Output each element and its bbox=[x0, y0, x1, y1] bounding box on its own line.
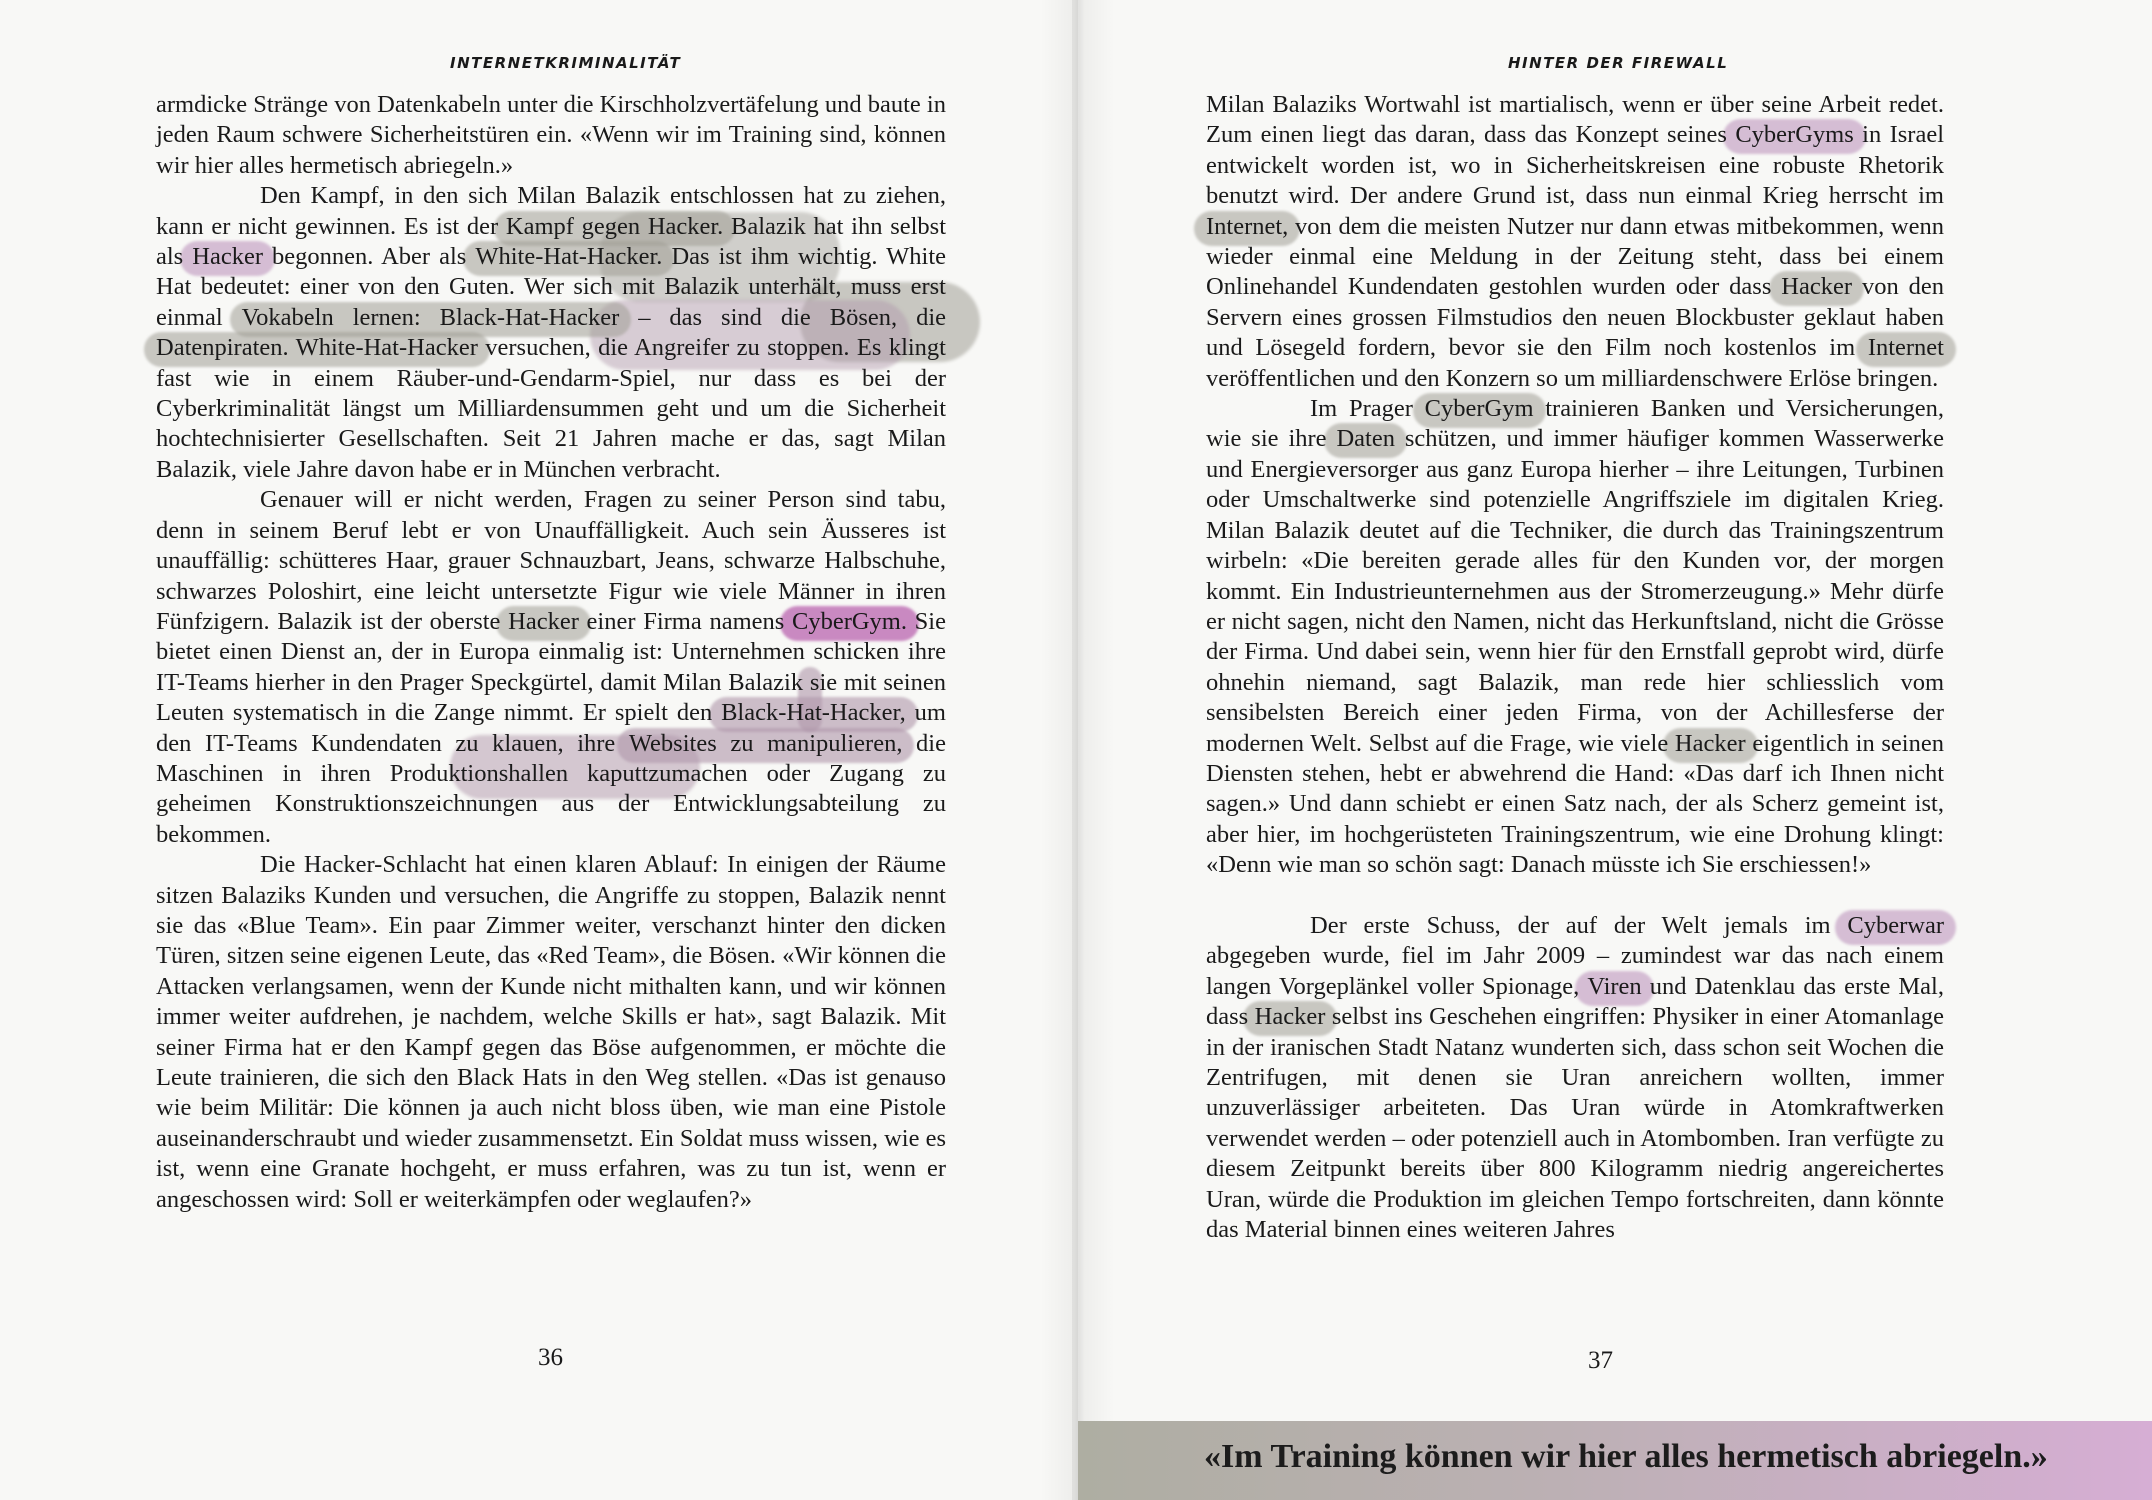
highlighted-phrase: Viren bbox=[1587, 972, 1642, 1000]
highlighted-phrase: CyberGyms bbox=[1735, 121, 1854, 149]
text-run: Das ist ihm wichtig. White Hat bedeutet: einer von den Guten. Wer sich mit Balazik unterhält, muss erst einmal bbox=[156, 243, 946, 331]
highlighted-phrase: CyberGym bbox=[1424, 395, 1534, 423]
text-run: von dem die meisten Nutzer nur dann etwas mitbekommen, wenn wieder einmal eine Meldung in der Zeitung steht, dass bei einem Onlinehandel Kundendaten gestohlen wurden oder dass bbox=[1206, 212, 1944, 301]
highlighted-phrase: Websites zu manipulieren, bbox=[628, 729, 903, 757]
paragraph bbox=[156, 485, 946, 850]
text-run: von den Servern eines grossen Filmstudios den neuen Blockbuster geklaut haben und Lösegeld fordern, bevor sie den Film noch kostenlos im bbox=[1206, 273, 1944, 362]
text-run: Die Hacker-Schlacht hat einen klaren Ablauf: In einigen der Räume sitzen Balaziks Kunden und versuchen, die Angriffe zu stoppen, Balazik nennt sie das «Blue Team». Ein paar Zimmer weiter, verschanzt hinter den dicken Türen, sitzen seine eigenen Leute, das «Red Team», die Bösen. «Wir können die Attacken verlangsamen, wenn der Kunde nicht mithalten kann, und wir können immer weiter aufdrehen, je nachdem, welche Skills er hat», sagt Balazik. Mit seiner Firma hat er den Kampf gegen das Böse aufgenommen, er möchte die Leute trainieren, die sich den Black Hats in den Weg stellen. «Das ist genauso wie beim Militär: Die können ja auch nicht bloss üben, wie man eine Pistole auseinanderschraubt und wieder zusammensetzt. Ein Soldat muss wissen, wie es ist, wenn eine Granate hochgeht, er muss erfahren, was zu tun ist, wenn er angeschossen wird: Soll er weiterkämpfen oder weglaufen?» bbox=[156, 851, 946, 1213]
text-run: schützen, und immer häufiger kommen Wasserwerke und Energieversorger aus ganz Europa hierher – ihre Leitungen, Turbinen oder Umschaltwerke sind potenzielle Angriffsziele im digitalen Krieg. Milan Balazik deutet auf die Techniker, die durch das Trainingszentrum wirbeln: «Die bereiten gerade alles für den Kunden vor, der morgen kommt. Ein Industrieunternehmen aus der Stromerzeugung.» Mehr dürfe er nicht sagen, nicht den Namen, nicht das Herkunftsland, nicht die Grösse der Firma. Und dabei sein, wenn hier für den Ernstfall geprobt wird, dürfe ohnehin niemand, sagt Balazik, man rede hier schliesslich vom sensibelsten Bereich einer jeden Firma, von der Achillesferse der modernen Welt. Selbst auf die Frage, wie viele bbox=[1206, 425, 1944, 757]
highlighted-phrase: Hacker bbox=[508, 607, 579, 635]
highlighted-phrase: Kampf gegen Hacker. bbox=[505, 212, 724, 240]
text-run: abgegeben wurde, fiel im Jahr 2009 – zumindest war das nach einem langen Vorgeplänkel voller Spionage, bbox=[1206, 942, 1944, 1000]
page-number-left: 36 bbox=[538, 1344, 563, 1371]
left-page-body-text bbox=[156, 90, 946, 1215]
highlighted-phrase: Vokabeln lernen: Black-Hat-Hacker bbox=[241, 303, 620, 331]
text-run: begonnen. Aber als bbox=[263, 243, 476, 271]
text-run: systematisch in die Zange nimmt. Er spielt den bbox=[224, 699, 722, 727]
text-run: selbst ins Geschehen eingriffen: Physiker in einer Atomanlage in der iranischen Stadt Natanz wunderten sich, dass schon seit Wochen die Zentrifugen, mit denen sie Uran anreichern wollten, immer unzuverlässiger arbeiteten. Das Uran würde in Atomkraftwerken verwendet werden – oder potenziell auch in Atombomben. Iran verfügte zu diesem Zeitpunkt bereits über 800 Kilogramm niedrig angereichertes Uran, würde die Produktion im gleichen Tempo fortschreiten, dann könnte das Material binnen eines weiteren Jahres bbox=[1206, 1003, 1944, 1244]
text-run: Genauer will er nicht werden, Fragen zu seiner Person sind tabu, denn in seinem Beruf lebt er von Unauffälligkeit. Auch sein Äusseres ist unauffällig: schütteres Haar, grauer Schnauzbart, Jeans, schwarze Halbschuhe, schwarzes Poloshirt, eine leicht untersetzte Figur wie viele Männer in ihren Fünfzigern. Balazik ist der oberste bbox=[156, 486, 946, 635]
paragraph bbox=[156, 90, 946, 181]
text-run: Den Kampf, in den sich Milan Balazik entschlossen hat zu ziehen, kann er nicht gewinnen. Es ist der bbox=[156, 182, 946, 240]
text-run: und Datenklau das erste Mal, dass bbox=[1206, 972, 1944, 1031]
text-run: um den IT-Teams Kundendaten zu klauen, ihre bbox=[156, 699, 946, 757]
text-run: trainieren Banken und Versicherungen, wie sie ihre bbox=[1206, 395, 1944, 453]
text-run: Der erste Schuss, der auf der Welt jemals im bbox=[1310, 911, 1848, 939]
text-run: armdicke Stränge von Datenkabeln unter die Kirschholzvertäfelung und baute in jeden Raum schwere Sicherheitstüren ein. «Wenn wir im Training sind, können wir hier alles hermetisch abriegeln.» bbox=[156, 91, 946, 179]
highlighted-phrase: CyberGym. bbox=[791, 607, 907, 635]
text-run: einer Firma namens bbox=[578, 607, 792, 635]
text-run: eigentlich in seinen Diensten stehen, hebt er abwehrend die Hand: «Das darf ich Ihnen nicht sagen.» Und dann schiebt er einen Satz nach, der als Scherz gemeint ist, aber hier, im hochgerüsteten Trainingszentrum, wie eine Drohung klingt: «Denn wie man so schön sagt: Danach müsste ich Sie erschiessen!» bbox=[1206, 729, 1944, 879]
highlighted-phrase: Black-Hat-Hacker, bbox=[721, 699, 906, 727]
text-run: Im Prager bbox=[1310, 395, 1425, 423]
text-run: veröffentlichen und den Konzern so um milliardenschwere Erlöse bringen. bbox=[1206, 364, 1939, 392]
running-head-left: INTERNETKRIMINALITÄT bbox=[450, 54, 682, 72]
text-run: versuchen, die Angreifer zu stoppen. Es klingt fast wie in einem Räuber-und-Gendarm-Spiel, nur dass es bei der Cyberkriminalität längst um Milliardensummen geht und um die Sicherheit hochtechnisierter Gesellschaften. Seit 21 Jahren mache er das, sagt Milan Balazik, viele Jahre davon habe er in München verbracht. bbox=[156, 334, 946, 483]
text-run: Balazik hat ihn selbst als bbox=[156, 212, 946, 271]
text-run: in Israel entwickelt worden ist, wo in Sicherheitskreisen eine robuste Rhetorik benutzt wird. Der andere Grund ist, dass nun einmal Krieg herrscht im bbox=[1206, 121, 1944, 210]
running-head-right: HINTER DER FIREWALL bbox=[1508, 54, 1729, 72]
paragraph bbox=[156, 181, 946, 485]
text-run: – das sind die Bösen, die bbox=[619, 303, 946, 331]
highlighted-phrase: Internet, bbox=[1206, 212, 1289, 240]
highlighted-phrase: Cyberwar bbox=[1847, 911, 1944, 939]
paragraph bbox=[1206, 394, 1944, 881]
paragraph bbox=[1206, 911, 1944, 1245]
paragraph bbox=[156, 850, 946, 1215]
highlighted-phrase: Daten bbox=[1336, 425, 1395, 453]
highlighted-phrase: Internet bbox=[1867, 334, 1944, 362]
text-run: die Maschinen in ihren Produktionshallen kaputtzumachen oder Zugang zu geheimen Konstruktionszeichnungen aus der Entwicklungsabteilung zu bekommen. bbox=[156, 729, 946, 848]
highlighted-phrase: Hacker bbox=[1674, 729, 1746, 757]
page-number-right: 37 bbox=[1588, 1347, 1613, 1374]
highlighted-phrase: sie mit seinen Leuten bbox=[156, 668, 946, 727]
text-run: Milan Balaziks Wortwahl ist martialisch, wenn er über seine Arbeit redet. Zum einen liegt das daran, dass das Konzept seines bbox=[1206, 91, 1944, 149]
pull-quote-text: «Im Training können wir hier alles hermetisch abriegeln.» bbox=[1204, 1438, 2048, 1475]
paragraph bbox=[1206, 90, 1944, 394]
highlighted-phrase: White-Hat-Hacker. bbox=[475, 243, 663, 271]
highlighted-phrase: Hacker bbox=[192, 243, 263, 271]
highlighted-phrase: Datenpiraten. White-Hat-Hacker bbox=[156, 334, 478, 362]
highlighted-phrase: Hacker bbox=[1254, 1003, 1326, 1031]
text-run: Sie bietet einen Dienst an, der in Europa einmalig ist: Unternehmen schicken ihre IT-Teams hierher in den Prager Speckgürtel, damit Milan Balazik bbox=[156, 607, 946, 696]
right-page-body-text bbox=[1206, 90, 1944, 1245]
highlighted-phrase: Hacker bbox=[1781, 273, 1853, 301]
